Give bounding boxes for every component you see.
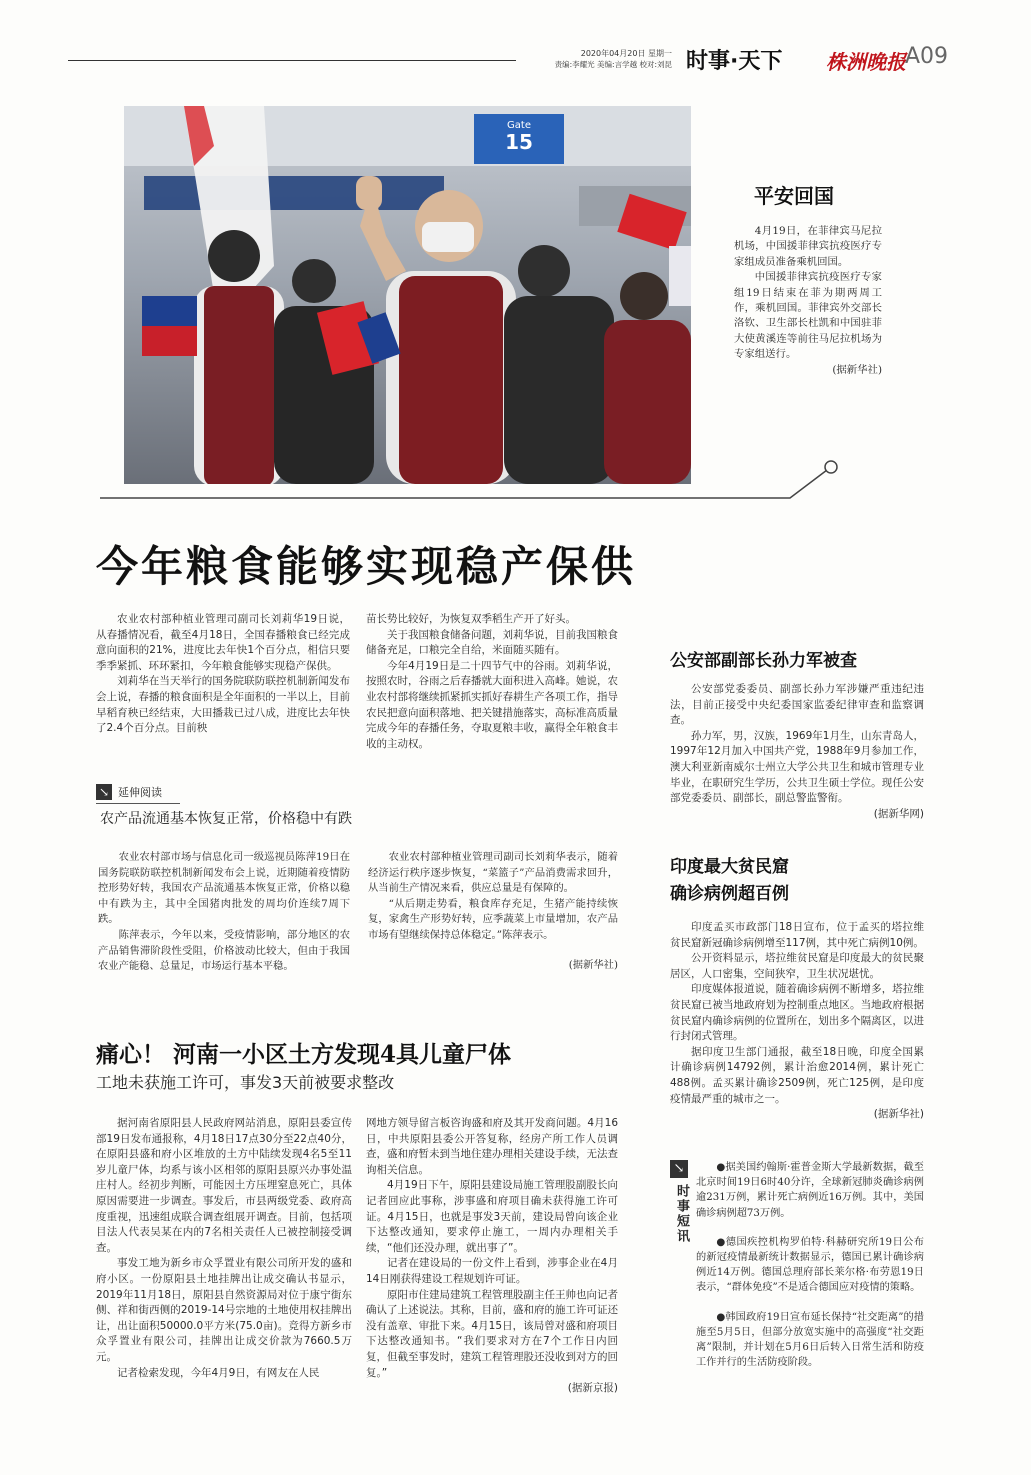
photo-caption <box>734 224 882 378</box>
henan-subhead: 工地未获施工许可，事发3天前被要求整改 <box>96 1073 395 1092</box>
india-paragraph: 印度媒体报道说，随着确诊病例不断增多，塔拉维贫民窟已被当地政府划为控制重点地区。当地政府根据贫民窟内确诊病例的位置所在，划出多个隔离区，以进行封闭式管理。 <box>670 983 924 1043</box>
extended-reading-source: (据新华社) <box>568 958 618 971</box>
extended-reading-column-1 <box>98 850 350 975</box>
henan-source: (据新京报) <box>567 1382 618 1395</box>
india-headline-line-2: 确诊病例超百例 <box>670 884 789 904</box>
henan-paragraph: 网地方领导留言板咨询盛和府及其开发商问题。4月16日，中共原阳县委公开答复称，经房产所工作人员调查，盛和府暂未到当地住建办理相关建设手续，无法查询相关信息。 <box>366 1117 618 1176</box>
grain-column-1 <box>96 612 350 737</box>
grain-paragraph: 今年4月19日是二十四节气中的谷雨。刘莉华说，按照农时，谷雨之后春播就大面积进入高峰。她说，农业农村部将继续抓紧抓实抓好春耕生产各项工作，指导农民把意向面积落地、把关键措施落实，高标准高质量完成今年的春播任务，夺取夏粮丰收，赢得全年粮食丰收的主动权。 <box>366 659 618 750</box>
gate-sign-label: Gate <box>507 120 531 131</box>
henan-column-1 <box>96 1116 352 1381</box>
brief-item: ●据美国约翰斯·霍普金斯大学最新数据，截至北京时间19日6时40分许，全球新冠肺炎确诊病例逾231万例，累计死亡病例近16万例。其中，美国确诊病例超73万例。 <box>696 1162 924 1219</box>
briefs-label-text: 时事短讯 <box>674 1184 689 1244</box>
india-source: (据新华社) <box>873 1108 924 1121</box>
india-paragraph: 公开资料显示，塔拉维贫民窟是印度最大的贫民聚居区，人口密集，空间狭窄，卫生状况堪忧。 <box>670 952 924 980</box>
brief-item: ●韩国政府19日宣布延长保持“社交距离”的措施至5月5日，但部分放宽实施中的高强度“社交距离”限制，并计划在5月6日后转入日常生活和防疫工作并行的生活防疫阶段。 <box>696 1311 924 1369</box>
photo-caption-paragraph-1: 4月19日，在菲律宾马尼拉机场，中国援菲律宾抗疫医疗专家组成员准备乘机回国。 <box>734 225 882 268</box>
page-number: A09 <box>905 44 949 69</box>
india-body <box>670 920 924 1123</box>
henan-paragraph: 记者在建设局的一份文件上看到，涉事企业在4月14日刚获得建设工程规划许可证。 <box>366 1257 618 1285</box>
extended-reading-text: 延伸阅读 <box>118 786 162 799</box>
police-paragraph: 公安部党委委员、副部长孙力军涉嫌严重违纪违法，目前正接受中央纪委国家监委纪律审查和监察调查。 <box>670 683 924 727</box>
india-paragraph: 据印度卫生部门通报，截至18日晚，印度全国累计确诊病例14792例，累计治愈2014例，累计死亡488例。孟买累计确诊2509例，死亡125例，是印度疫情最严重的城市之一。 <box>670 1045 924 1105</box>
news-photo <box>124 106 691 484</box>
photo-caption-paragraph-2: 中国援菲律宾抗疫医疗专家组19日结束在菲为期两周工作，乘机回国。菲律宾外交部长洛钦、卫生部长杜凯和中国驻菲大使黄溪连等前往马尼拉机场为专家组送行。 <box>734 271 882 361</box>
extended-reading-paragraph: 农业农村部市场与信息化司一级巡视员陈萍19日在国务院联防联控机制新闻发布会上说，近期随着疫情防控形势好转，我国农产品流通基本恢复正常，价格以稳中有跌为主，其中全国猪肉批发的周均价连续7周下跌。 <box>98 851 350 926</box>
extended-reading-paragraph: 农业农村部种植业管理司副司长刘莉华表示，随着经济运行秩序逐步恢复，“菜篮子”产品消费需求回升，从当前生产情况来看，供应总量是有保障的。 <box>368 851 618 895</box>
newspaper-logo: 株洲晚报 <box>826 50 906 74</box>
henan-headline: 痛心！ 河南一小区土方发现4具儿童尸体 <box>96 1041 512 1068</box>
henan-paragraph: 原阳市住建局建筑工程管理股副主任王帅也向记者确认了上述说法。其称，目前，盛和府的施工许可证还没有盖章、审批下来。4月15日，该局曾对盛和府项目下达整改通知书。“我们要求对方在7个工作日内回复，但截至事发时，建筑工程管理股还没收到对方的回复。” <box>366 1288 618 1379</box>
brief-item: ●德国疾控机构罗伯特·科赫研究所19日公布的新冠疫情最新统计数据显示，德国已累计确诊病例近14万例。德国总理府部长莱尔格·布劳恩19日表示，“群体免疫”不是适合德国应对疫情的策略。 <box>696 1236 924 1294</box>
india-paragraph: 印度孟买市政部门18日宣布，位于孟买的塔拉维贫民窟新冠确诊病例增至117例，其中死亡病例10例。 <box>670 921 924 949</box>
henan-column-2 <box>366 1116 618 1397</box>
henan-paragraph: 4月19日下午，原阳县建设局施工管理股副股长向记者回应此事称，涉事盛和府项目确未获得施工许可证。4月15日，也就是事发3天前，建设局曾向该企业下达整改通知，要求停止施工，一周内办理相关手续，“他们还没办理，就出事了”。 <box>366 1179 618 1254</box>
gate-sign <box>474 114 564 164</box>
extended-reading-paragraph: “从后期走势看，粮食库存充足，生猪产能持续恢复，家禽生产形势好转，应季蔬菜上市量增加，农产品市场有望继续保持总体稳定。”陈萍表示。 <box>368 897 618 941</box>
grain-paragraph: 农业农村部种植业管理司副司长刘莉华19日说，从春播情况看，截至4月18日，全国春播粮食已经完成意向面积的21%，进度比去年快1个百分点，相信只要季季紧抓、环环紧扣，今年粮食能够实现稳产保供。 <box>96 613 350 672</box>
photo-story-title: 平安回国 <box>754 184 834 208</box>
airport-scene-illustration <box>124 106 691 484</box>
extended-reading-column-2 <box>368 850 618 973</box>
grain-column-2 <box>366 612 618 752</box>
india-headline <box>670 854 789 908</box>
extended-reading-subtitle: 农产品流通基本恢复正常，价格稳中有跌 <box>100 811 352 827</box>
henan-paragraph: 记者检索发现，今年4月9日，有网友在人民 <box>117 1366 320 1379</box>
extended-reading-label <box>96 784 162 800</box>
india-headline-line-1: 印度最大贫民窟 <box>670 857 789 877</box>
grain-paragraph: 苗长势比较好，为恢复双季稻生产开了好头。 <box>366 613 576 625</box>
masthead-date: 2020年04月20日 星期一 <box>580 49 672 58</box>
henan-paragraph: 据河南省原阳县人民政府网站消息，原阳县委宣传部19日发布通报称，4月18日17点30分至22点40分，在原阳县盛和府小区堆放的土方中陆续发现4名5至11岁儿童尸体，均系与该小区相邻的原阳县原兴办事处温庄村人。经初步判断，可能因土方压埋窒息死亡，具体原因需要进一步调查。事发后，市县两级党委、政府高度重视，迅速组成联合调查组展开调查。目前，包括项目法人代表吴某在内的7名相关责任人已被控制接受调查。 <box>96 1117 352 1254</box>
photo-caption-source: (据新华社) <box>832 363 882 376</box>
grain-paragraph: 关于我国粮食储备问题，刘莉华说，目前我国粮食储备充足，口粮完全自给，米面随买随有。 <box>366 628 618 657</box>
connector-line-decoration <box>100 458 840 508</box>
masthead <box>0 0 1031 80</box>
extended-reading-paragraph: 陈萍表示，今年以来，受疫情影响，部分地区的农产品销售滞阶段性受阻，价格波动比较大，但由于我国农业产能稳、总量足，市场运行基本平稳。 <box>98 928 350 973</box>
police-source: (据新华网) <box>873 807 924 820</box>
grain-paragraph: 刘莉华在当天举行的国务院联防联控机制新闻发布会上说，春播的粮食面积是全年面积的一半以上，目前早稻育秧已经结束，大田播栽已过八成，进度比去年快了2.4个百分点。目前秧 <box>96 675 350 735</box>
police-body <box>670 682 924 822</box>
briefs-label <box>670 1160 690 1244</box>
henan-paragraph: 事发工地为新乡市众孚置业有限公司所开发的盛和府小区。一份原阳县土地挂牌出让成交确认书显示，2019年11月18日，原阳县自然资源局对位于康宁街东侧、祥和街西侧的2019-14号宗地的土地使用权挂牌出让，出让面积50000.0平方米(75.0亩)。竞得方新乡市众孚置业有限公司，挂牌出让成交价款为7660.5万元。 <box>96 1257 352 1363</box>
briefs-list <box>696 1160 924 1370</box>
grain-headline: 今年粮食能够实现稳产保供 <box>96 542 637 591</box>
section-title: 时事·天下 <box>686 49 783 74</box>
corner-arrow-icon: ↘ <box>670 1160 688 1178</box>
extended-reading-rule <box>96 803 180 804</box>
police-paragraph: 孙力军，男，汉族，1969年1月生，山东青岛人，1997年12月加入中国共产党，1988年9月参加工作，澳大利亚新南威尔士州立大学公共卫生和城市管理专业毕业，在职研究生学历，公共卫生硕士学位。现任公安部党委委员、副部长，副总警监警衔。 <box>670 729 924 805</box>
masthead-rule <box>68 60 516 61</box>
masthead-editors: 责编:李耀光 美编:言学越 校对:刘昆 <box>554 60 672 69</box>
gate-sign-number: 15 <box>505 130 533 154</box>
corner-arrow-icon: ↘ <box>96 784 112 800</box>
police-headline: 公安部副部长孙力军被查 <box>670 651 857 671</box>
